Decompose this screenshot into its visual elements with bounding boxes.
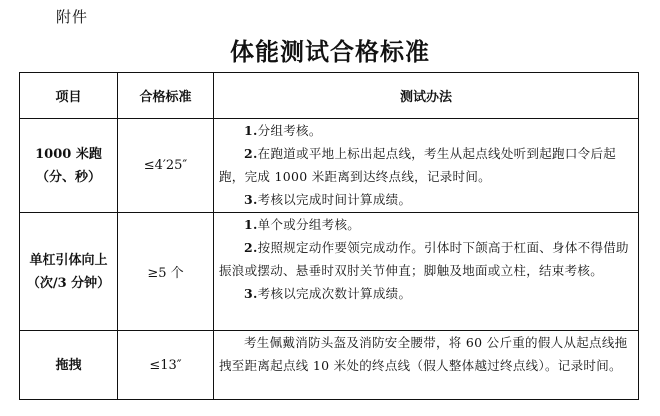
method-step: 1.分组考核。 [244, 123, 322, 138]
item-unit: （分、秒） [35, 169, 101, 185]
standard-cell: ≥5 个 [118, 213, 214, 331]
item-cell [20, 213, 118, 331]
page-title: 体能测试合格标准 [230, 37, 430, 66]
fitness-standards-table [19, 72, 639, 400]
standard-cell: ≤4′25″ [118, 119, 214, 213]
table-row-pull-ups [20, 213, 639, 331]
item-name: 单杠引体向上 [29, 252, 108, 268]
method-cell [214, 213, 639, 331]
item-unit: （次/3 分钟） [26, 275, 111, 291]
method-step: 2.按照规定动作要领完成动作。引体时下颌高于杠面、身体不得借助振浪或摆动、悬垂时双肘关节伸直；脚触及地面或立柱，结束考核。 [219, 240, 629, 278]
method-cell [214, 119, 639, 213]
method-step: 考生佩戴消防头盔及消防安全腰带，将 60 公斤重的假人从起点线拖拽至距离起点线 10 米处的终点线（假人整体越过终点线）。记录时间。 [219, 335, 628, 373]
table-row-1000m-run [20, 119, 639, 213]
method-step: 3.考核以完成时间计算成绩。 [244, 192, 412, 207]
method-cell [214, 331, 639, 400]
item-cell [20, 331, 118, 400]
item-name: 拖拽 [55, 357, 82, 373]
method-step: 2.在跑道或平地上标出起点线，考生从起点线处听到起跑口令后起跑，完成 1000 米距离到达终点线，记录时间。 [219, 146, 617, 184]
item-name: 1000 米跑 [35, 146, 102, 162]
standard-cell: ≤13″ [118, 331, 214, 400]
header-standard: 合格标准 [118, 73, 214, 119]
attachment-label: 附件 [56, 8, 89, 26]
table-row-drag [20, 331, 639, 400]
header-item: 项目 [20, 73, 118, 119]
method-step: 1.单个或分组考核。 [244, 217, 361, 232]
table-header-row [20, 73, 639, 119]
header-method: 测试办法 [214, 73, 639, 119]
method-step: 3.考核以完成次数计算成绩。 [244, 286, 412, 301]
item-cell [20, 119, 118, 213]
